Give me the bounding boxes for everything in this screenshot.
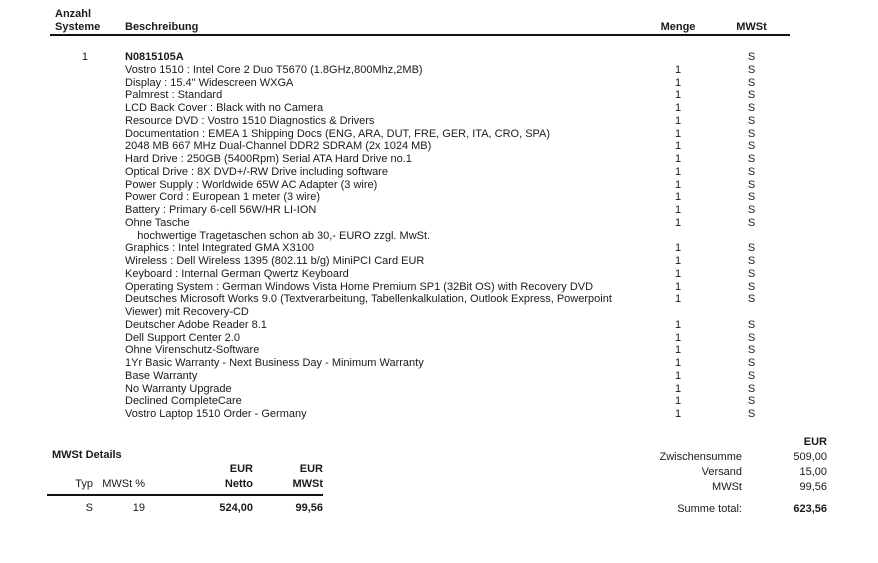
anzahl-value (0, 395, 88, 408)
item-menge (650, 306, 706, 319)
item-mwst: S (747, 216, 756, 229)
item-row (0, 89, 790, 102)
item-menge: 1 (674, 395, 682, 408)
vat-col-rate: MWSt % (102, 478, 145, 490)
item-description: Keyboard : Internal German Qwertz Keyboard (125, 267, 349, 280)
item-description: Graphics : Intel Integrated GMA X3100 (125, 242, 314, 255)
item-row (0, 191, 790, 204)
item-description: Hard Drive : 250GB (5400Rpm) Serial ATA Hard Drive no.1 (125, 153, 412, 165)
item-row (0, 281, 790, 294)
item-description: Power Cord : European 1 meter (3 wire) (125, 191, 321, 204)
item-mwst: S (747, 293, 756, 306)
anzahl-value (0, 140, 88, 153)
item-description: Viewer) mit Recovery-CD (125, 306, 249, 318)
item-menge: 1 (674, 216, 682, 229)
anzahl-value (0, 408, 88, 421)
item-menge: 1 (674, 204, 682, 216)
item-description: Vostro Laptop 1510 Order - Germany (125, 408, 307, 420)
anzahl-value (0, 319, 88, 332)
item-mwst: S (747, 191, 756, 204)
item-menge: 1 (674, 153, 682, 165)
item-description: Vostro 1510 : Intel Core 2 Duo T5670 (1.8GHz,800Mhz,2MB) (125, 63, 423, 76)
item-mwst: S (747, 369, 756, 382)
item-description: Deutscher Adobe Reader 8.1 (125, 318, 267, 331)
column-gap (706, 153, 723, 166)
column-header-mwst: MWSt (736, 21, 767, 33)
anzahl-value (0, 242, 88, 255)
totals-row-label: Versand (701, 466, 742, 478)
column-gap (706, 281, 723, 294)
item-description: Dell Support Center 2.0 (125, 331, 240, 344)
item-mwst: S (747, 63, 756, 76)
column-gap (706, 357, 723, 370)
item-menge: 1 (674, 280, 682, 293)
column-gap (706, 140, 723, 153)
item-row (0, 166, 790, 179)
column-gap (706, 255, 723, 268)
anzahl-value (0, 268, 88, 281)
item-mwst: S (747, 204, 756, 216)
column-gap (706, 383, 723, 396)
column-header-anzahl-line2: Systeme (55, 21, 101, 33)
anzahl-value (0, 293, 88, 306)
part-number: N0815105A (125, 51, 184, 63)
item-menge: 1 (674, 242, 682, 255)
anzahl-value (0, 281, 88, 294)
vat-table-rule (47, 494, 323, 496)
item-menge: 1 (674, 140, 682, 153)
item-menge: 1 (674, 165, 682, 178)
column-header-beschreibung: Beschreibung (125, 21, 199, 33)
column-gap (706, 408, 723, 421)
item-menge: 1 (674, 63, 682, 76)
item-description: Base Warranty (125, 369, 198, 382)
item-row (0, 204, 790, 217)
totals-currency-header: EUR (803, 436, 827, 448)
item-mwst: S (747, 114, 756, 127)
item-mwst: S (747, 255, 756, 267)
anzahl-value (0, 89, 88, 102)
item-menge: 1 (674, 114, 682, 127)
item-row (0, 102, 790, 115)
column-gap (706, 319, 723, 332)
column-gap (706, 395, 723, 408)
column-gap (706, 51, 723, 64)
column-gap (706, 344, 723, 357)
column-header-menge: Menge (660, 21, 696, 33)
item-mwst: S (747, 165, 756, 178)
totals-currency-row (542, 436, 827, 451)
column-gap (706, 217, 723, 230)
anzahl-value (0, 166, 88, 179)
column-header-anzahl-line1: Anzahl (55, 8, 92, 20)
anzahl-value (0, 153, 88, 166)
grand-total-value: 623,56 (793, 503, 827, 515)
item-row (0, 383, 790, 396)
item-row (0, 77, 790, 90)
spacer (542, 436, 742, 451)
item-row (0, 242, 790, 255)
item-row (0, 408, 790, 421)
vat-col-mwst: MWSt (292, 478, 323, 490)
vat-data-row (0, 502, 323, 515)
anzahl-value (0, 230, 88, 243)
item-menge: 1 (674, 127, 682, 140)
grand-total-row (542, 503, 827, 518)
totals-row (542, 451, 827, 466)
column-gap (706, 230, 723, 243)
column-gap (706, 102, 723, 115)
totals-row-value: 99,56 (799, 481, 827, 493)
item-mwst: S (747, 395, 756, 408)
vat-mwst-value: 99,56 (295, 502, 323, 514)
anzahl-value (0, 191, 88, 204)
column-gap (706, 293, 723, 306)
item-row (0, 268, 790, 281)
column-gap (706, 128, 723, 141)
item-menge: 1 (674, 344, 682, 357)
item-description: Power Supply : Worldwide 65W AC Adapter (3 wire) (125, 178, 378, 191)
item-menge: 1 (674, 267, 682, 280)
item-mwst: S (747, 344, 756, 357)
item-mwst (723, 230, 780, 243)
item-menge: 1 (674, 178, 682, 191)
totals-row-label: Zwischensumme (659, 451, 742, 463)
item-description: Wireless : Dell Wireless 1395 (802.11 b/g) MiniPCI Card EUR (125, 255, 425, 267)
totals-row (542, 481, 827, 496)
column-gap (706, 64, 723, 77)
vat-details-title: MWSt Details (52, 449, 122, 461)
item-description: Display : 15.4" Widescreen WXGA (125, 76, 294, 89)
anzahl-value: 1 (81, 51, 88, 63)
item-description: Deutsches Microsoft Works 9.0 (Textverarbeitung, Tabellenkalkulation, Outlook Express, Powerpoint (125, 293, 612, 306)
item-mwst: S (747, 267, 756, 280)
anzahl-value (0, 370, 88, 383)
anzahl-value (0, 115, 88, 128)
anzahl-value (0, 179, 88, 192)
item-row (0, 255, 790, 268)
anzahl-value (0, 64, 88, 77)
item-description: No Warranty Upgrade (125, 382, 232, 395)
item-menge: 1 (674, 191, 682, 204)
item-description: Palmrest : Standard (125, 89, 223, 102)
header-divider-rule (50, 34, 790, 36)
item-menge: 1 (674, 89, 682, 102)
item-menge: 1 (674, 382, 682, 395)
item-mwst: S (747, 178, 756, 191)
anzahl-value (0, 306, 88, 319)
grand-total-label: Summe total: (677, 503, 742, 515)
column-gap (706, 89, 723, 102)
vat-column-header-row (0, 478, 323, 491)
spacer (93, 463, 145, 476)
totals-block (542, 436, 827, 518)
item-mwst: S (747, 153, 756, 165)
column-gap (706, 306, 723, 319)
item-menge: 1 (674, 318, 682, 331)
column-gap (706, 332, 723, 345)
totals-rows (542, 451, 827, 496)
item-row (0, 344, 790, 357)
item-menge: 1 (674, 76, 682, 89)
item-mwst: S (747, 382, 756, 395)
anzahl-value (0, 383, 88, 396)
item-menge: 1 (674, 408, 682, 420)
item-description: Optical Drive : 8X DVD+/-RW Drive including software (125, 165, 388, 178)
line-items-table (0, 51, 790, 421)
anzahl-value (0, 204, 88, 217)
item-row (0, 140, 790, 153)
item-mwst: S (747, 357, 756, 369)
item-row (0, 370, 790, 383)
item-row (0, 230, 790, 243)
item-description: LCD Back Cover : Black with no Camera (125, 102, 324, 114)
item-mwst: S (747, 140, 756, 153)
item-row (0, 293, 790, 306)
item-mwst: S (747, 242, 756, 255)
item-row (0, 306, 790, 319)
anzahl-value (0, 357, 88, 370)
item-mwst: S (747, 102, 756, 114)
vat-typ-value: S (85, 502, 93, 514)
item-description: 2048 MB 667 MHz Dual-Channel DDR2 SDRAM (2x 1024 MB) (125, 140, 432, 153)
totals-row (542, 466, 827, 481)
item-row (0, 357, 790, 370)
vat-netto-currency: EUR (229, 463, 253, 475)
item-description: hochwertige Tragetaschen schon ab 30,- EURO zzgl. MwSt. (125, 229, 431, 242)
item-row (0, 332, 790, 345)
item-description: Ohne Tasche (125, 216, 190, 229)
item-mwst: S (747, 318, 756, 331)
totals-row-value: 15,00 (799, 466, 827, 478)
anzahl-value (0, 255, 88, 268)
item-mwst: S (747, 408, 756, 420)
item-description: Resource DVD : Vostro 1510 Diagnostics & Drivers (125, 114, 375, 127)
totals-row-label: MWSt (712, 481, 742, 493)
anzahl-value (0, 217, 88, 230)
column-gap (706, 191, 723, 204)
spacer (0, 463, 93, 476)
item-description: Documentation : EMEA 1 Shipping Docs (ENG, ARA, DUT, FRE, GER, ITA, CRO, SPA) (125, 127, 551, 140)
vat-rate-value: 19 (132, 502, 145, 514)
anzahl-value (0, 128, 88, 141)
vat-col-typ: Typ (75, 478, 93, 490)
part-number-row (0, 51, 790, 64)
item-mwst: S (747, 51, 756, 63)
vat-col-netto: Netto (224, 478, 253, 490)
anzahl-value (0, 332, 88, 345)
totals-row-value: 509,00 (793, 451, 827, 463)
column-gap (706, 204, 723, 217)
item-mwst: S (747, 331, 756, 344)
item-menge: 1 (674, 255, 682, 267)
item-mwst: S (747, 76, 756, 89)
item-row (0, 64, 790, 77)
anzahl-value (0, 77, 88, 90)
item-menge: 1 (674, 331, 682, 344)
column-gap (706, 179, 723, 192)
column-gap (706, 115, 723, 128)
item-row (0, 128, 790, 141)
item-row (0, 217, 790, 230)
vat-netto-value: 524,00 (219, 502, 253, 514)
item-description: 1Yr Basic Warranty - Next Business Day - Minimum Warranty (125, 357, 424, 369)
item-row (0, 153, 790, 166)
item-row (0, 115, 790, 128)
item-description: Ohne Virenschutz-Software (125, 344, 260, 357)
item-menge: 1 (674, 369, 682, 382)
item-menge: 1 (674, 102, 682, 114)
column-gap (706, 166, 723, 179)
item-menge (650, 230, 706, 243)
item-row (0, 395, 790, 408)
anzahl-value (0, 344, 88, 357)
item-mwst (723, 306, 780, 319)
item-menge: 1 (674, 357, 682, 369)
item-description: Declined CompleteCare (125, 395, 242, 408)
item-menge (650, 51, 706, 64)
item-row (0, 179, 790, 192)
column-gap (706, 77, 723, 90)
item-row (0, 319, 790, 332)
column-gap (706, 370, 723, 383)
column-gap (706, 242, 723, 255)
vat-currency-header-row (0, 463, 323, 476)
item-mwst: S (747, 89, 756, 102)
anzahl-value (0, 102, 88, 115)
item-description: Operating System : German Windows Vista Home Premium SP1 (32Bit OS) with Recovery DVD (125, 280, 594, 293)
column-gap (706, 268, 723, 281)
vat-mwst-currency: EUR (299, 463, 323, 475)
item-menge: 1 (674, 293, 682, 306)
item-mwst: S (747, 280, 756, 293)
item-mwst: S (747, 127, 756, 140)
item-description: Battery : Primary 6-cell 56W/HR LI-ION (125, 204, 317, 216)
